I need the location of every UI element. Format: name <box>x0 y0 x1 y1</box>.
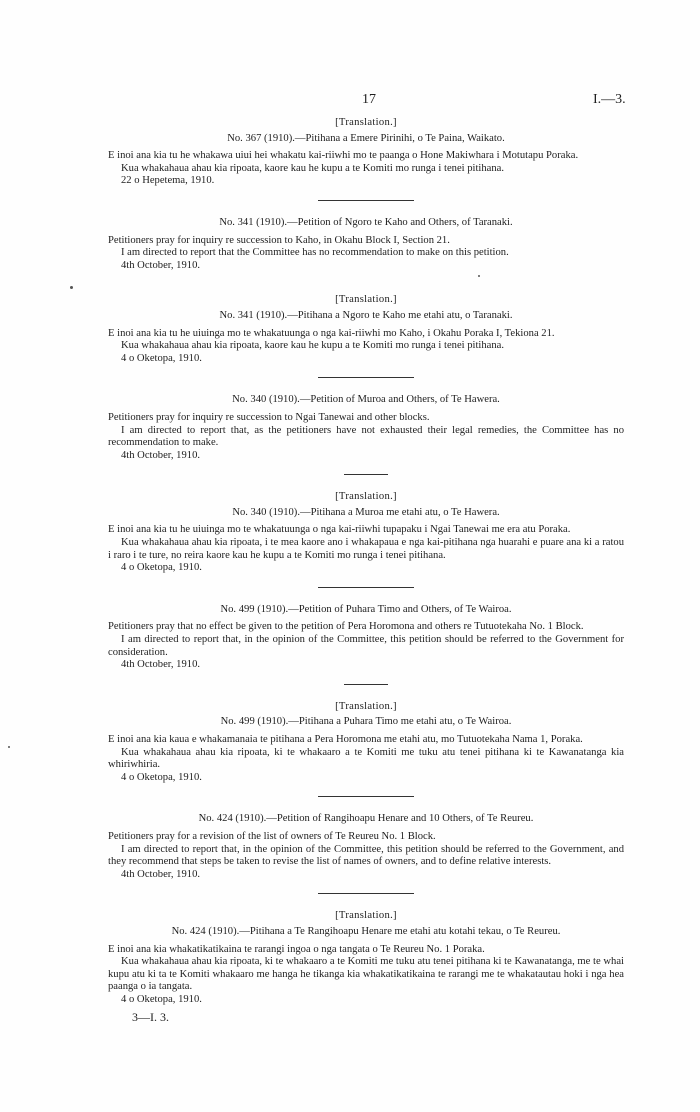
petition-heading: No. 367 (1910).—Pitihana a Emere Pirinihi, o Te Paina, Waikato. <box>227 132 505 144</box>
petition-prayer: Petitioners pray for inquiry re succession to Kaho, in Okahu Block I, Section 21. <box>108 234 450 246</box>
report-date: 4 o Oketopa, 1910. <box>121 562 202 574</box>
committee-report: I am directed to report that the Committee has no recommendation to make on this petition. <box>121 247 509 259</box>
translation-label: [Translation.] <box>335 117 397 128</box>
petition-prayer: Petitioners pray for a revision of the list of owners of Te Reureu No. 1 Block. <box>108 830 436 842</box>
petition-section <box>108 813 624 894</box>
petition-section <box>108 217 624 294</box>
petition-section <box>108 604 624 685</box>
petition-prayer: E inoi ana kia kaua e whakamanaia te pitihana a Pera Horomona me etahi atu, mo Tutuotekaha Nama 1, Poraka. <box>108 734 583 745</box>
committee-report: Kua whakahaua ahau kia ripoata, i te mea kaore ano i whakapaua e nga kai-pitihana nga huarahi e puare ana ki a ratou i raro i te ture, no reira kaore kau he kupu a te Komiti mo runga i tenei pitihana. <box>108 537 624 561</box>
committee-report: Kua whakahaua ahau kia ripoata, ki te whakaaro a te Komiti me tuku atu tenei pitihana ki te Kawanatanga, me te whai kupu atu ki ta te Komiti whakaaro me hanga he tikanga kia whakatikatikaina te rarangi me te whakatautau hoki i nga hea paanga o ia tangata. <box>108 956 624 993</box>
petition-prayer: Petitioners pray that no effect be given to the petition of Pera Horomona and others re Tutuotekaha No. 1 Block. <box>108 621 584 633</box>
page-body <box>108 117 624 1029</box>
petition-section <box>108 394 624 475</box>
committee-report: I am directed to report that, in the opinion of the Committee, this petition should be referred to the Government, and they recommend that steps be taken to revise the list of names of owners, and to define relative interests. <box>108 843 624 868</box>
petition-heading: No. 424 (1910).—Pitihana a Te Rangihoapu Henare me etahi atu kotahi tekau, o Te Reureu. <box>171 925 561 937</box>
section-spacer <box>108 272 624 294</box>
petition-heading: No. 341 (1910).—Petition of Ngoro te Kaho and Others, of Taranaki. <box>219 216 513 228</box>
petition-heading: No. 424 (1910).—Petition of Rangihoapu Henare and 10 Others, of Te Reureu. <box>198 813 534 825</box>
margin-speck <box>70 286 73 289</box>
petition-heading: No. 340 (1910).—Pitihana a Muroa me etahi atu, o Te Hawera. <box>232 506 500 518</box>
section-divider <box>318 893 414 894</box>
translation-label: [Translation.] <box>335 910 397 922</box>
document-reference: I.—3. <box>593 92 626 107</box>
section-divider <box>344 474 388 475</box>
petition-heading: No. 341 (1910).—Pitihana a Ngoro te Kaho me etahi atu, o Taranaki. <box>219 309 513 321</box>
section-spacer <box>108 1007 624 1029</box>
petition-section <box>108 294 624 378</box>
petition-heading: No. 499 (1910).—Petition of Puhara Timo and Others, of Te Wairoa. <box>220 603 512 615</box>
sheet-signature: 3—I. 3. <box>132 1010 169 1024</box>
margin-speck <box>8 746 10 748</box>
petition-section <box>108 910 624 1028</box>
committee-report: Kua whakahaua ahau kia ripoata, kaore kau he kupu a te Komiti mo runga i tenei pitihana. <box>121 162 505 174</box>
margin-speck <box>478 275 480 277</box>
translation-label: [Translation.] <box>335 294 397 306</box>
committee-report: Kua whakahaua ahau kia ripoata, kaore kau he kupu a te Komiti mo runga i tenei pitihana. <box>121 340 505 352</box>
petition-prayer: E inoi ana kia tu he whakawa uiui hei whakatu kai-riiwhi mo te paanga o Hone Makiwhara i Motutapu Poraka. <box>108 150 579 162</box>
petition-section <box>108 117 624 201</box>
translation-label: [Translation.] <box>335 700 397 712</box>
petition-heading: No. 340 (1910).—Petition of Muroa and Others, of Te Hawera. <box>232 394 500 406</box>
committee-report: I am directed to report that, as the petitioners have not exhausted their legal remedies, the Committee has no recommendation to make. <box>108 424 624 449</box>
report-date: 4th October, 1910. <box>121 259 201 271</box>
report-date: 4 o Oketopa, 1910. <box>121 771 202 783</box>
petition-section <box>108 701 624 798</box>
petition-section <box>108 491 624 588</box>
petition-prayer: E inoi ana kia tu he uiuinga mo te whakatuunga o nga kai-riiwhi mo Kaho, i Okahu Poraka I, Tekiona 21. <box>108 327 555 339</box>
report-date: 4th October, 1910. <box>121 868 201 880</box>
petition-prayer: Petitioners pray for inquiry re succession to Ngai Tanewai and other blocks. <box>108 411 430 423</box>
report-date: 4 o Oketopa, 1910. <box>121 352 202 364</box>
petition-prayer: E inoi ana kia whakatikatikaina te rarangi ingoa o nga tangata o Te Reureu No. 1 Poraka. <box>108 943 485 955</box>
section-divider <box>318 377 414 378</box>
section-divider <box>318 796 414 797</box>
petition-heading: No. 499 (1910).—Pitihana a Puhara Timo me etahi atu, o Te Wairoa. <box>220 716 512 728</box>
petition-prayer: E inoi ana kia tu he uiuinga mo te whakatuunga o nga kai-riiwhi tupapaku i Ngai Tanewai me era atu Poraka. <box>108 524 571 536</box>
report-date: 22 o Hepetema, 1910. <box>121 175 215 187</box>
translation-label: [Translation.] <box>335 491 397 503</box>
committee-report: Kua whakahaua ahau kia ripoata, ki te whakaaro a te Komiti me tuku atu tenei pitihana ki te Kawanatanga kia whiriwhiria. <box>108 746 624 771</box>
report-date: 4 o Oketopa, 1910. <box>121 993 202 1005</box>
committee-report: I am directed to report that, in the opinion of the Committee, this petition should be referred to the Government for consideration. <box>108 634 624 658</box>
report-date: 4th October, 1910. <box>121 449 201 461</box>
page-number: 17 <box>362 92 376 107</box>
section-divider <box>318 200 414 201</box>
section-divider <box>318 587 414 588</box>
report-date: 4th October, 1910. <box>121 659 201 671</box>
section-divider <box>344 684 388 685</box>
